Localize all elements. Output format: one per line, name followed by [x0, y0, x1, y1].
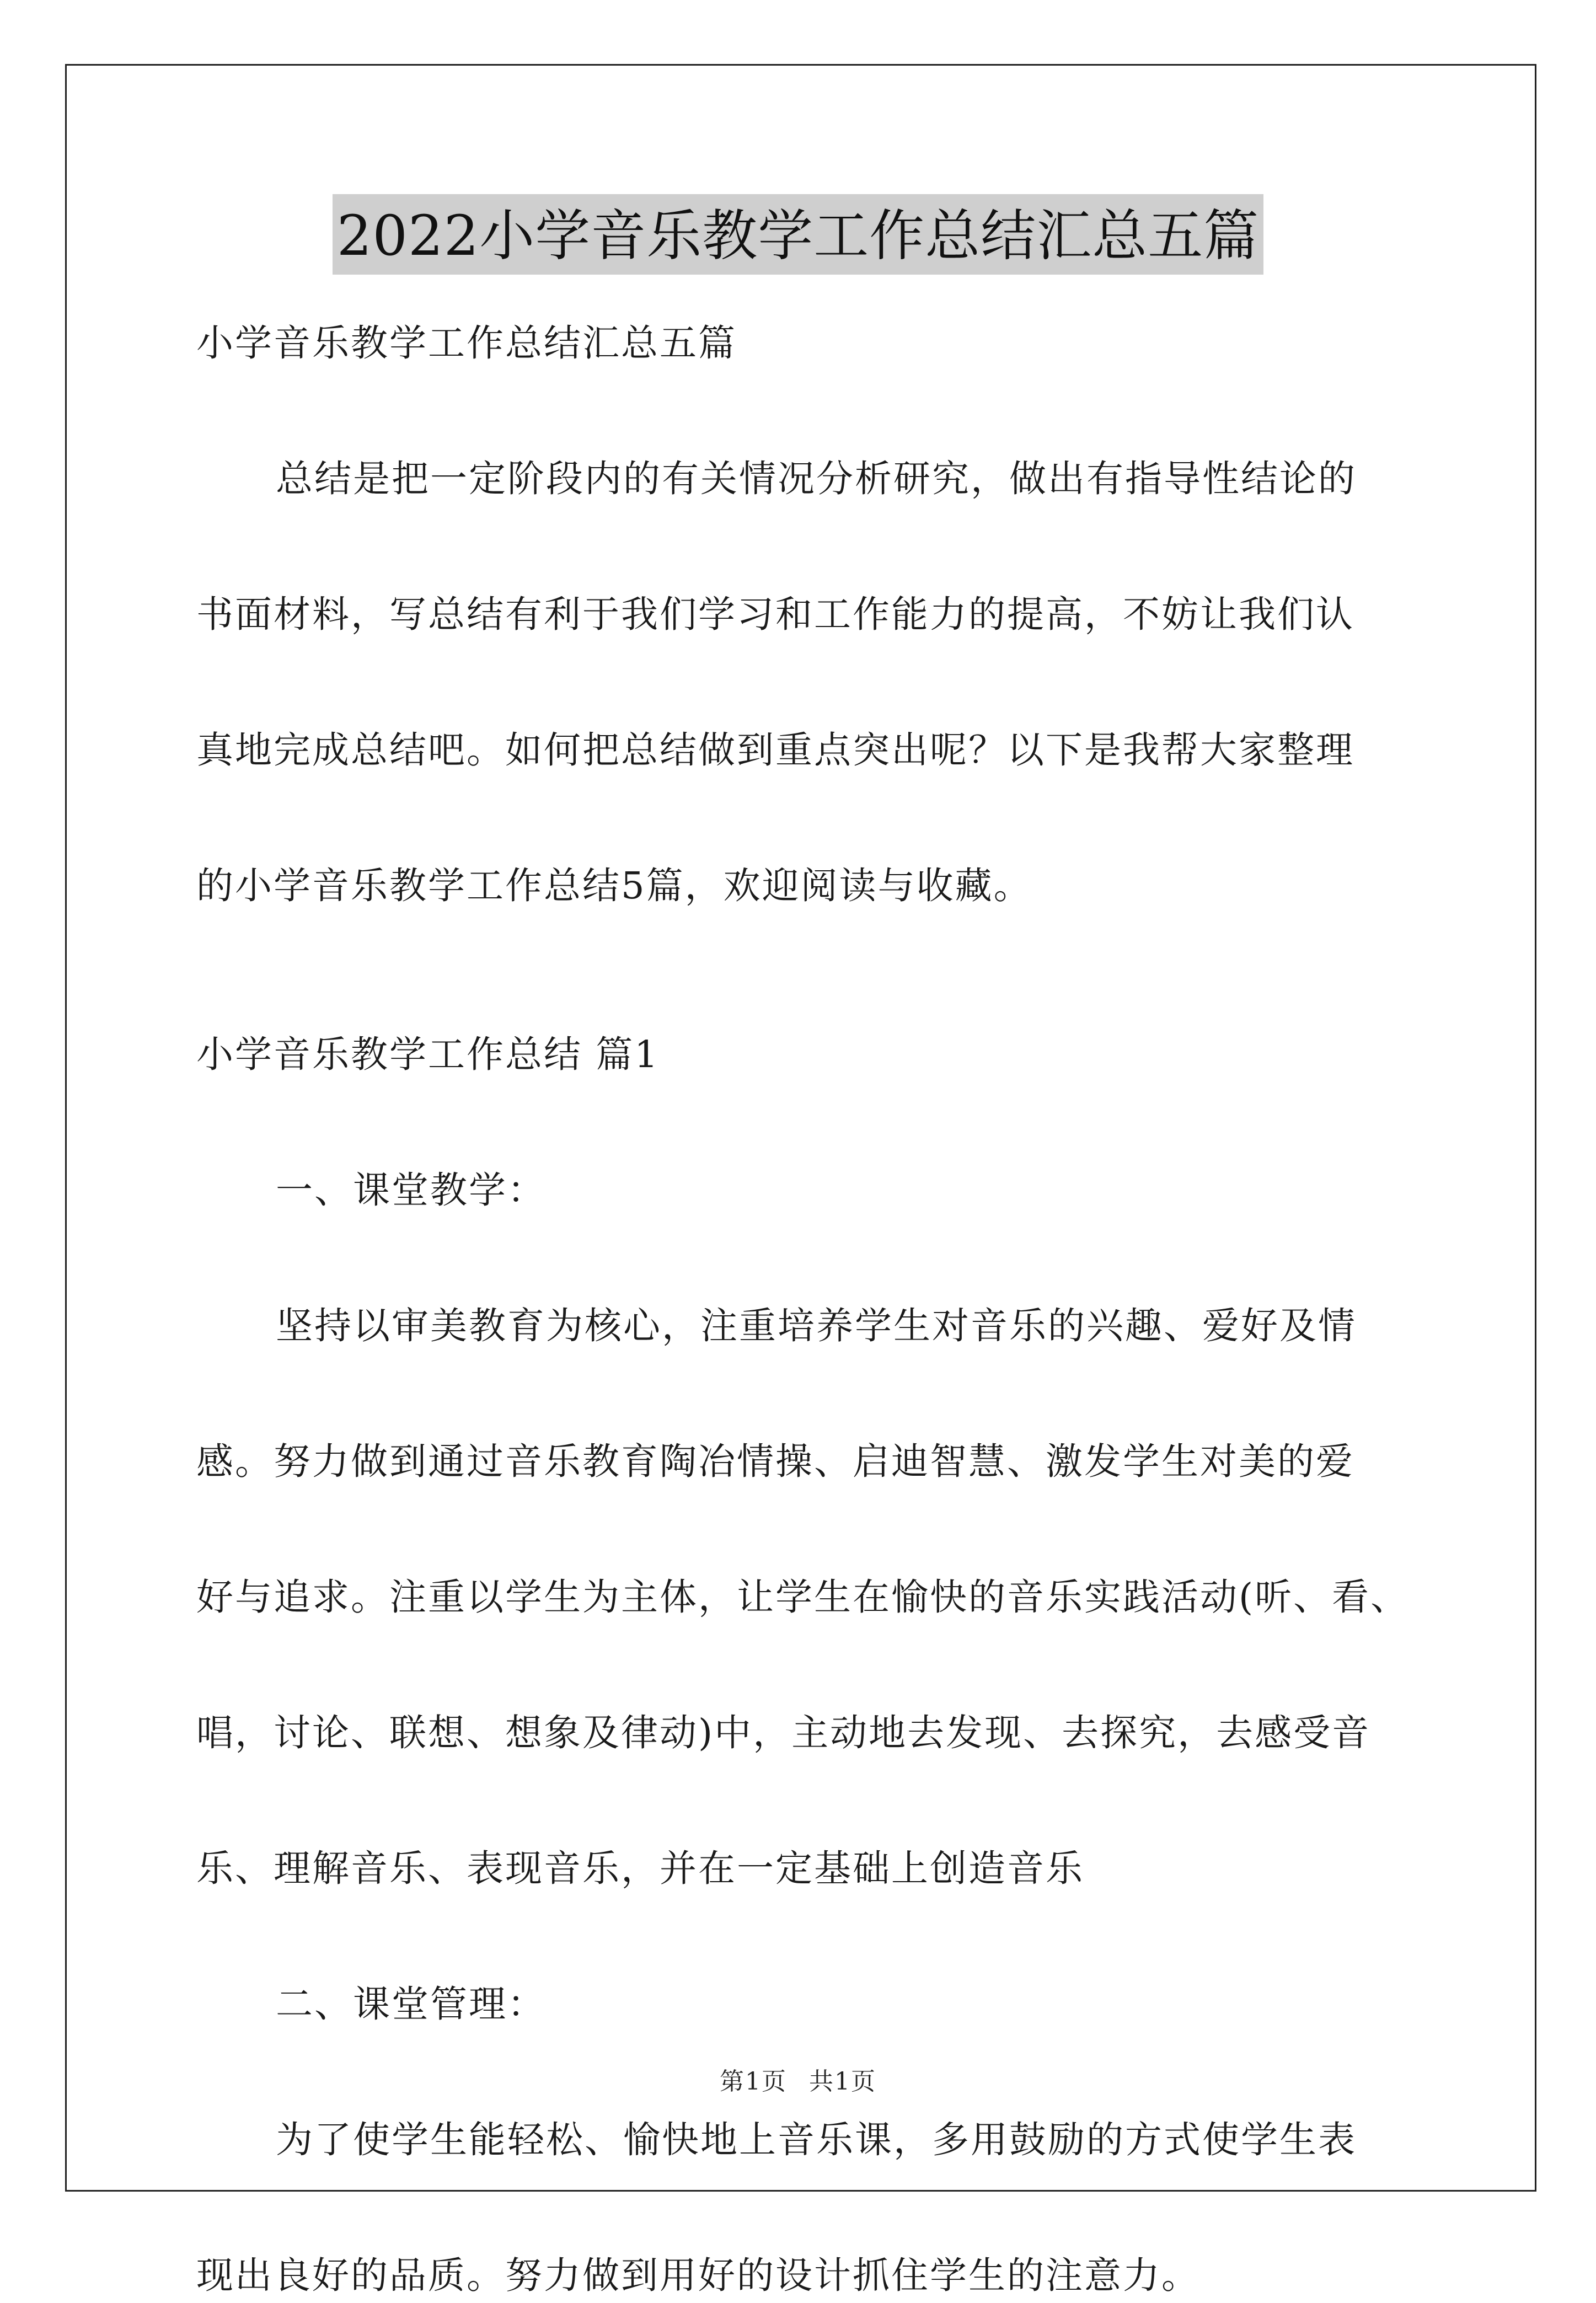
body1-line-3: 好与追求。注重以学生为主体，让学生在愉快的音乐实践活动(听、看、 [196, 1576, 1410, 1619]
intro-line-3: 真地完成总结吧。如何把总结做到重点突出呢？以下是我帮大家整理 [196, 729, 1354, 772]
body1-line-1: 坚持以审美教育为核心，注重培养学生对音乐的兴趣、爱好及情 [276, 1304, 1357, 1347]
intro-line-1: 总结是把一定阶段内的有关情况分析研究，做出有指导性结论的 [276, 457, 1357, 500]
page-footer [0, 2061, 1596, 2097]
page-number-total: 共1页 [809, 2068, 876, 2096]
body1-line-4: 唱，讨论、联想、想象及律动)中，主动地去发现、去探究，去感受音 [196, 1711, 1371, 1754]
body2-line-1: 为了使学生能轻松、愉快地上音乐课，多用鼓励的方式使学生表 [276, 2118, 1357, 2161]
document-title: 2022小学音乐教学工作总结汇总五篇 [333, 194, 1264, 275]
intro-line-4: 的小学音乐教学工作总结5篇，欢迎阅读与收藏。 [196, 864, 1032, 907]
title-container [0, 194, 1596, 275]
body1-line-2: 感。努力做到通过音乐教育陶冶情操、启迪智慧、激发学生对美的爱 [196, 1440, 1354, 1483]
heading-classroom-teaching: 一、课堂教学： [276, 1169, 546, 1212]
page-number-current: 第1页 [720, 2068, 787, 2096]
intro-line-2: 书面材料，写总结有利于我们学习和工作能力的提高，不妨让我们认 [196, 593, 1354, 636]
heading-classroom-management: 二、课堂管理： [276, 1983, 546, 2026]
document-subtitle: 小学音乐教学工作总结汇总五篇 [196, 322, 737, 365]
section-heading: 小学音乐教学工作总结 篇1 [196, 1033, 660, 1076]
body1-line-5: 乐、理解音乐、表现音乐，并在一定基础上创造音乐 [196, 1847, 1084, 1890]
body2-line-2: 现出良好的品质。努力做到用好的设计抓住学生的注意力。 [196, 2254, 1200, 2297]
